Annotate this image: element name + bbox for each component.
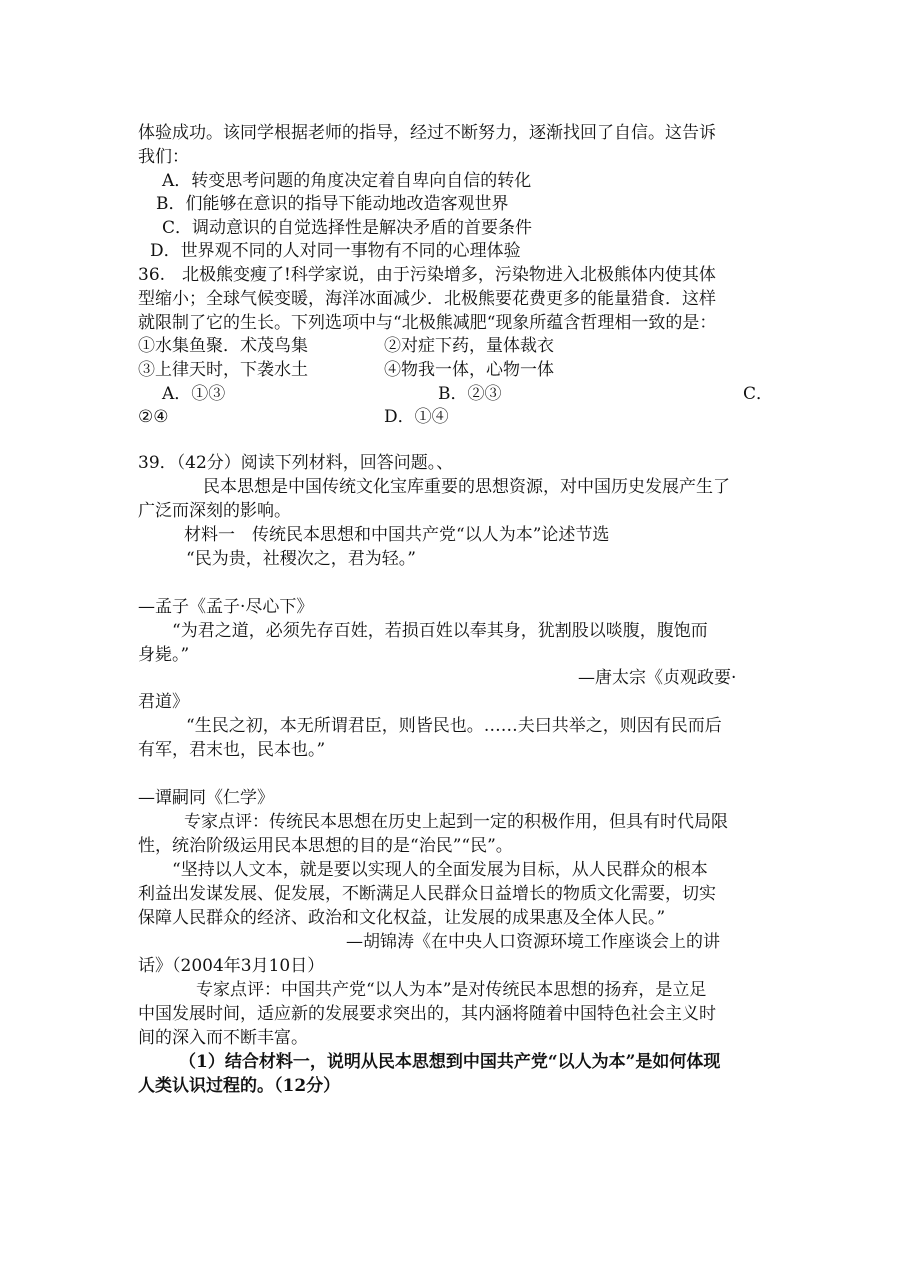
q39-source-3: —谭嗣同《仁学》	[138, 788, 274, 808]
q39-source-2-line-1: —唐太宗《贞观政要·	[578, 668, 737, 688]
q39-source-4-line-2: 话》（2004年3月10日）	[138, 956, 325, 976]
q39-quote-1: “民为贵，社稷次之，君为轻。”	[186, 549, 416, 569]
q36-option-d: D．①④	[384, 407, 449, 427]
q36-stem-line-1: 36. 北极熊变瘦了!科学家说，由于污染增多，污染物进入北极熊体内使其体	[138, 265, 716, 285]
q39-quote-3-line-2: 有军，君末也，民本也。”	[138, 740, 326, 760]
q39-review-1-line-2: 性，统治阶级运用民本思想的目的是“治民”“民”。	[138, 836, 513, 856]
q36-stem-line-3: 就限制了它的生长。下列选项中与“北极熊减肥“现象所蕴含哲理相一致的是：	[138, 313, 717, 333]
q39-task-1-line-2: 人类认识过程的。（12分）	[138, 1076, 341, 1096]
q36-item-4: ④物我一体，心物一体	[384, 360, 554, 380]
q36-option-c-label: C．	[743, 384, 774, 404]
q39-source-2-line-2: 君道》	[138, 692, 189, 712]
q39-quote-4-line-3: 保障人民群众的经济、政治和文化权益，让发展的成果惠及全体人民。”	[138, 908, 666, 928]
q36-option-c-value: ②④	[138, 407, 169, 427]
q39-intro-line-1: 民本思想是中国传统文化宝库重要的思想资源，对中国历史发展产生了	[203, 477, 730, 497]
q35-option-a: A．转变思考问题的角度决定着自卑向自信的转化	[162, 171, 532, 191]
q39-task-1-line-1: （1）结合材料一，说明从民本思想到中国共产党“以人为本”是如何体现	[179, 1052, 721, 1072]
q39-review-2-line-2: 中国发展时间，适应新的发展要求突出的，其内涵将随着中国特色社会主义时	[138, 1004, 716, 1024]
q39-quote-4-line-1: “坚持以人文本，就是要以实现人的全面发展为目标，从人民群众的根本	[172, 860, 708, 880]
q36-option-b: B．②③	[438, 384, 502, 404]
q39-quote-3-line-1: “生民之初，本无所谓君臣，则皆民也。……夫曰共举之，则因有民而后	[186, 716, 722, 736]
q36-item-1: ①水集鱼聚．术茂鸟集	[138, 336, 308, 356]
q36-item-3: ③上律天时，下袭水土	[138, 360, 308, 380]
q39-quote-2-line-1: “为君之道，必须先存百姓，若损百姓以奉其身，犹割股以啖腹，腹饱而	[172, 621, 708, 641]
q35-stem-line-1: 体验成功。该同学根据老师的指导，经过不断努力，逐渐找回了自信。这告诉	[138, 123, 716, 143]
q35-option-b: B．们能够在意识的指导下能动地改造客观世界	[156, 194, 509, 214]
q35-option-c: C．调动意识的自觉选择性是解决矛盾的首要条件	[162, 218, 533, 238]
q39-review-1-line-1: 专家点评：传统民本思想在历史上起到一定的积极作用，但具有时代局限	[184, 812, 728, 832]
q35-stem-line-2: 我们：	[138, 147, 189, 167]
q36-stem-line-2: 型缩小；全球气候变暖，海洋冰面减少．北极熊要花费更多的能量猎食．这样	[138, 289, 716, 309]
q39-review-2-line-1: 专家点评：中国共产党“以人为本”是对传统民本思想的扬弃，是立足	[196, 980, 707, 1000]
q39-quote-2-line-2: 身毙。”	[138, 645, 190, 665]
q36-option-a: A．①③	[162, 384, 226, 404]
q39-review-2-line-3: 间的深入而不断丰富。	[138, 1028, 308, 1048]
q39-material-title: 材料一 传统民本思想和中国共产党“以人为本”论述节选	[184, 525, 610, 545]
q39-source-4-line-1: —胡锦涛《在中央人口资源环境工作座谈会上的讲	[346, 932, 720, 952]
q39-source-1: —孟子《孟子·尽心下》	[138, 597, 314, 617]
q36-item-2: ②对症下药，量体裁衣	[384, 336, 554, 356]
q35-option-d: D．世界观不同的人对同一事物有不同的心理体验	[150, 241, 521, 261]
q39-quote-4-line-2: 利益出发谋发展、促发展，不断满足人民群众日益增长的物质文化需要，切实	[138, 884, 716, 904]
q39-heading: 39．（42分）阅读下列材料，回答问题。、	[138, 453, 454, 473]
q39-intro-line-2: 广泛而深刻的影响。	[138, 501, 291, 521]
